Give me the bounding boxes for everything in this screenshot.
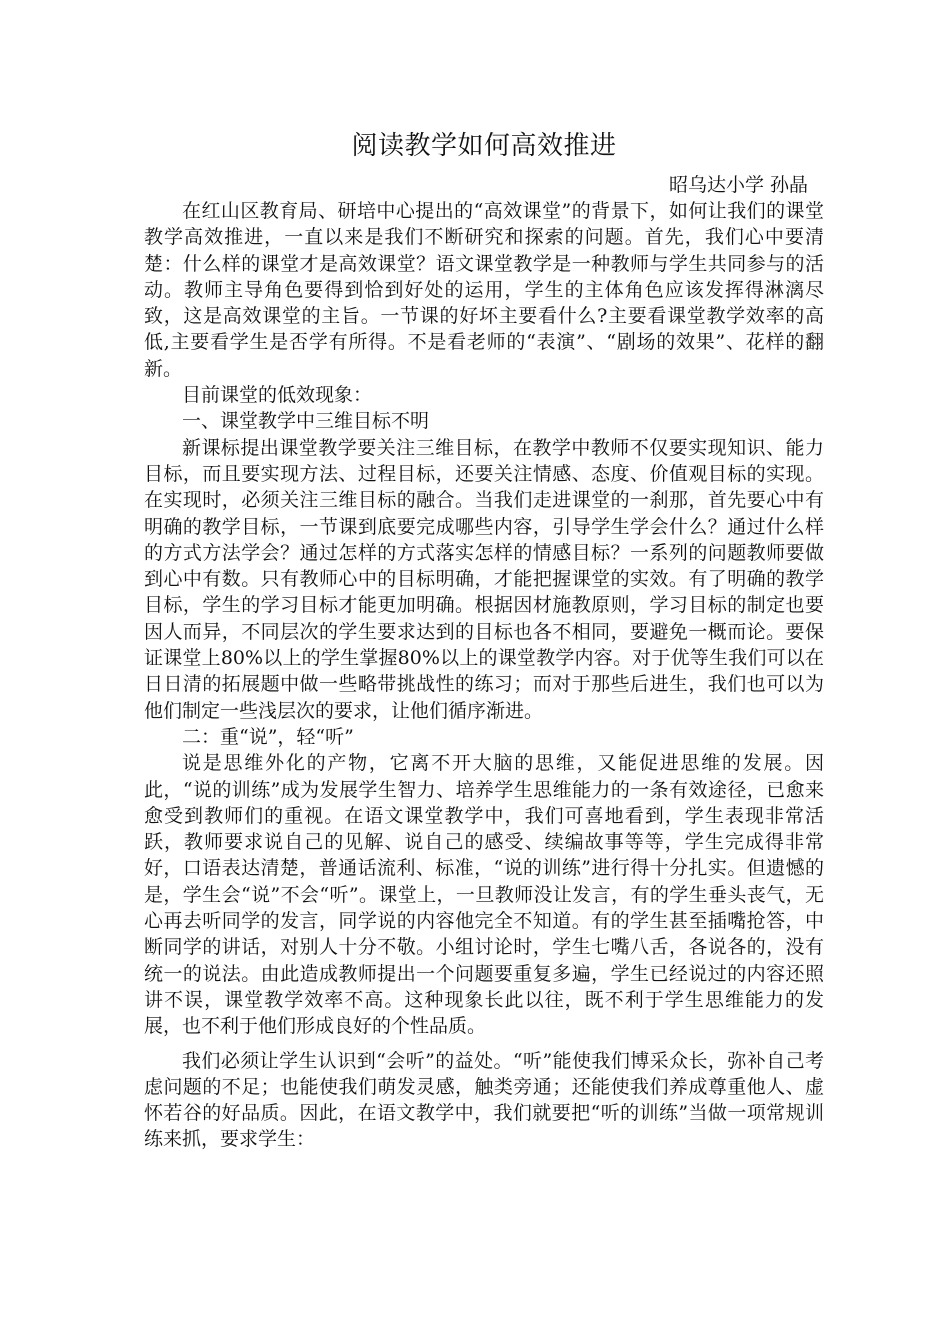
paragraph-gap [144,1040,824,1048]
document-title: 阅读教学如何高效推进 [351,131,617,161]
section-heading-low-efficiency: 目前课堂的低效现象： [182,384,373,407]
section-heading-one: 一、课堂教学中三维目标不明 [182,410,430,433]
author-line: 昭乌达小学 孙晶 [668,174,808,196]
document-body [144,126,824,1153]
body-paragraph-goals: 新课标提出课堂教学要关注三维目标，在教学中教师不仅要实现知识、能力目标，而且要实现方法、过程目标，还要关注情感、态度、价值观目标的实现。在实现时，必须关注三维目标的融合。当我们走进课堂的一刹那，首先要心中有明确的教学目标，一节课到底要完成哪些内容，引导学生学会什么？通过什么样的方式方法学会？通过怎样的方式落实怎样的情感目标？一系列的问题教师要做到心中有数。只有教师心中的目标明确，才能把握课堂的实效。有了明确的教学目标，学生的学习目标才能更加明确。根据因材施教原则，学习目标的制定也要因人而异，不同层次的学生要求达到的目标也各不相同，要避免一概而论。要保证课堂上80%以上的学生掌握80%以上的课堂教学内容。对于优等生我们可以在日日清的拓展题中做一些略带挑战性的练习；而对于那些后进生，我们也可以为他们制定一些浅层次的要求，让他们循序渐进。 [144,436,824,722]
body-paragraph-listening: 我们必须让学生认识到“会听”的益处。“听”能使我们博采众长，弥补自己考虑问题的不足；也能使我们萌发灵感，触类旁通；还能使我们养成尊重他人、虚怀若谷的好品质。因此，在语文教学中，我们就要把“听的训练”当做一项常规训练来抓，要求学生： [144,1049,824,1151]
intro-paragraph: 在红山区教育局、研培中心提出的“高效课堂”的背景下，如何让我们的课堂教学高效推进，一直以来是我们不断研究和探索的问题。首先，我们心中要清楚：什么样的课堂才是高效课堂？语文课堂教学是一种教师与学生共同参与的活动。教师主导角色要得到恰到好处的运用，学生的主体角色应该发挥得淋漓尽致，这是高效课堂的主旨。一节课的好坏主要看什么?主要看课堂教学效率的高低,主要看学生是否学有所得。不是看老师的“表演”、“剧场的效果”、花样的翻新。 [144,200,824,380]
body-paragraph-speaking: 说是思维外化的产物，它离不开大脑的思维，又能促进思维的发展。因此，“说的训练”成为发展学生智力、培养学生思维能力的一条有效途径，已愈来愈受到教师们的重视。在语文课堂教学中，我们可喜地看到，学生表现非常活跃，教师要求说自己的见解、说自己的感受、续编故事等等，学生完成得非常好，口语表达清楚，普通话流利、标准，“说的训练”进行得十分扎实。但遗憾的是，学生会“说”不会“听”。课堂上，一旦教师没让发言，有的学生垂头丧气，无心再去听同学的发言，同学说的内容他完全不知道。有的学生甚至插嘴抢答，中断同学的讲话，对别人十分不敬。小组讨论时，学生七嘴八舌，各说各的，没有统一的说法。由此造成教师提出一个问题要重复多遍，学生已经说过的内容还照讲不误，课堂教学效率不高。这种现象长此以往，既不利于学生思维能力的发展，也不利于他们形成良好的个性品质。 [144,752,824,1038]
section-heading-two: 二：重“说”，轻“听” [182,725,354,748]
